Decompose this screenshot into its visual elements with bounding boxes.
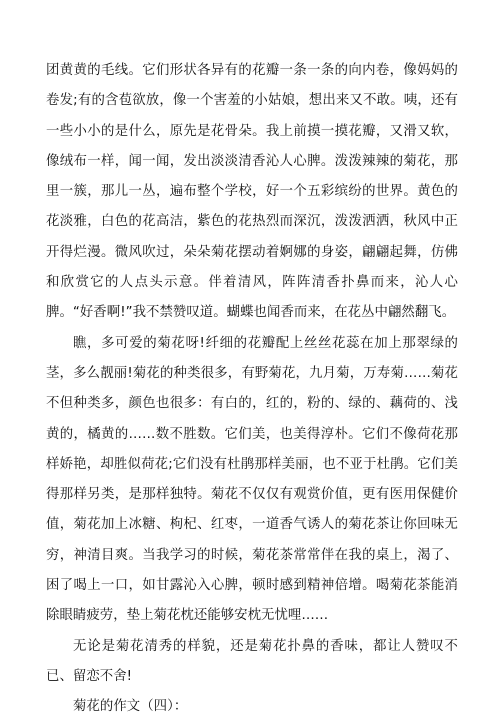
- paragraph-conclusion: 无论是菊花清秀的样貌，还是菊花扑鼻的香味，都让人赞叹不已、留恋不舍!: [46, 638, 458, 684]
- paragraph-chrysanthemum-description: 团黄黄的毛线。它们形状各异有的花瓣一条一条的向内卷，像妈妈的卷发;有的含苞欲放，像一个害羞的小姑娘，想出来又不敢。咦，还有一些小小的是什么，原先是花骨朵。我上前摸一摸花瓣，又滑又软，像绒布一样，闻一闻，发出淡淡清香沁人心脾。泼泼辣辣的菊花，那里一簇，那儿一丛，遍布整个学校，好一个五彩缤纷的世界。黄色的花淡雅，白色的花高洁，紫色的花热烈而深沉，泼泼洒洒，秋风中正开得烂漫。微风吹过，朵朵菊花摆动着婀娜的身姿，翩翩起舞，仿佛和欣赏它的人点头示意。伴着清风，阵阵清香扑鼻而来，沁人心脾。“好香啊!”我不禁赞叹道。蝴蝶也闻香而来，在花丛中翩然翻飞。: [46, 63, 458, 321]
- document-body: [46, 56, 458, 723]
- section-heading: 菊花的作文（四）：: [73, 699, 188, 715]
- paragraph-chrysanthemum-varieties: 瞧，多可爱的菊花呀!纤细的花瓣配上丝丝花蕊在加上那翠绿的茎，多么靓丽!菊花的种类很多，有野菊花，九月菊，万寿菊……菊花不但种类多，颜色也很多：有白的，红的，粉的、绿的、藕荷的、浅黄的，橘黄的……数不胜数。它们美，也美得淳朴。它们不像荷花那样娇艳，却胜似荷花;它们没有杜鹃那样美丽，也不亚于杜鹃。它们美得那样另类，是那样独特。菊花不仅仅有观赏价值，更有医用保健价值，菊花加上冰糖、枸杞、红枣，一道香气诱人的菊花茶让你回味无穷，神清目爽。当我学习的时候，菊花茶常常伴在我的桌上，渴了、困了喝上一口，如甘露沁入心脾，顿时感到精神倍增。喝菊花茶能消除眼睛疲劳，垫上菊花枕还能够安枕无忧哩……: [46, 335, 458, 624]
